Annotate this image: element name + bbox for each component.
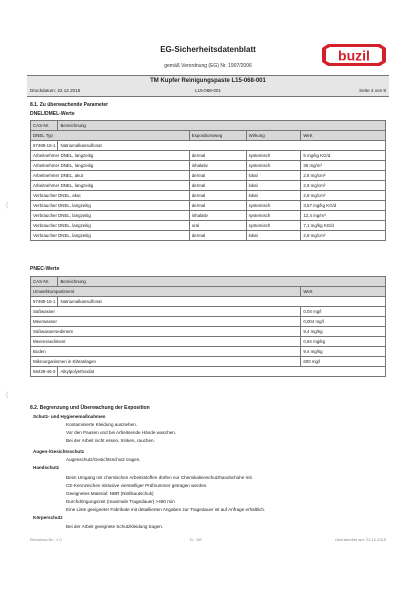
cas-number: 97489-15-1 <box>31 141 58 151</box>
table-row <box>31 141 386 151</box>
dnel-type: Arbeitnehmer DNEL, langzeitig <box>31 181 190 191</box>
exposure-route: inhalativ <box>189 161 246 171</box>
effect: systemisch <box>246 201 301 211</box>
value: 2,8 mg/cm² <box>301 171 386 181</box>
dnel-type: Verbraucher DNEL, langzeitig <box>31 211 190 221</box>
table-row <box>31 221 386 231</box>
hygiene-line: Kontaminierte Kleidung ausziehen. <box>66 422 137 427</box>
table-row <box>31 337 386 347</box>
print-date: Druckdatum: 22.12.2015 <box>30 88 81 93</box>
eye-protection-title: Augen-/Gesichtsschutz <box>33 449 85 454</box>
hand-protection-line: Beim Umgang mit chemischen Arbeitsstoffen dürfen nur Chemikalienschutzhandschuhe mit <box>66 475 252 480</box>
hand-protection-title: Handschutz <box>33 465 60 470</box>
table-row <box>31 191 386 201</box>
hand-protection-line: CE-Kennzeichen inklusive vierstelliger Prüfnummer getragen werden. <box>66 483 208 488</box>
value: 600 mg/l <box>301 357 386 367</box>
value-header: Wert <box>301 131 386 141</box>
dnel-type: Verbraucher DNEL, akut <box>31 191 190 201</box>
value: 0,94 mg/kg <box>301 337 386 347</box>
compartment-header: Umweltkompartiment <box>31 287 301 297</box>
hygiene-line: Bei der Arbeit nicht essen, trinken, rauchen. <box>66 438 155 443</box>
dnel-type-header: DNEL Typ <box>31 131 190 141</box>
dnel-type: Arbeitnehmer DNEL, akut <box>31 171 190 181</box>
product-code: L15-068-001 <box>194 88 222 93</box>
effect: systemisch <box>246 161 301 171</box>
value: 5 mg/kg KG/d <box>301 151 386 161</box>
table-row <box>31 201 386 211</box>
table-row <box>31 211 386 221</box>
dnel-type: Verbraucher DNEL, langzeitig <box>31 221 190 231</box>
table-row <box>31 347 386 357</box>
brand-logo <box>318 40 390 70</box>
name-header: Bezeichnung <box>58 277 386 287</box>
dnel-type: Verbraucher DNEL, langzeitig <box>31 231 190 241</box>
exposure-route: dermal <box>189 201 246 211</box>
exposure-route-header: Expositionsweg <box>189 131 246 141</box>
eye-protection-line: Augenschutz/Gesichtsschutz tragen. <box>66 457 141 462</box>
table-row <box>31 317 386 327</box>
effect: systemisch <box>246 151 301 161</box>
substance-name: Natriumalkansulfonat <box>58 141 386 151</box>
dnel-type: Arbeitnehmer DNEL, langzeitig <box>31 151 190 161</box>
value: 0,04 mg/l <box>301 307 386 317</box>
compartment: Meeressediment <box>31 337 301 347</box>
pnec-heading: PNEC-Werte <box>30 266 60 272</box>
hand-protection-line: Eine Liste geeigneter Fabrikate mit detaillierten Angaben zur Tragedauer ist auf Anfrage erhältlich. <box>66 507 266 512</box>
value: 0,004 mg/l <box>301 317 386 327</box>
page-number: Seite 4 von 9 <box>359 88 386 93</box>
value: 2,8 mg/cm² <box>301 191 386 201</box>
body-protection-title: Körperschutz <box>33 515 63 520</box>
punch-mark: ( <box>6 202 9 209</box>
substance-name: Natriumalkansulfonat <box>58 297 386 307</box>
footer-country: D - DE <box>190 537 202 542</box>
table-row <box>31 327 386 337</box>
value: 12,4 mg/m³ <box>301 211 386 221</box>
effect: systemisch <box>246 211 301 221</box>
logo-wordmark: buzil <box>338 47 370 64</box>
document-title: EG-Sicherheitsdatenblatt <box>160 45 256 54</box>
cas-number: 97489-15-1 <box>31 297 58 307</box>
pnec-table <box>30 276 386 377</box>
dnel-heading: DNEL/DMEL-Werte <box>30 111 75 117</box>
table-row <box>31 297 386 307</box>
value: 35 mg/m³ <box>301 161 386 171</box>
value: 9,4 mg/kg <box>301 327 386 337</box>
effect: lokal <box>246 191 301 201</box>
dnel-table <box>30 120 386 241</box>
table-row <box>31 307 386 317</box>
section-8-2-heading: 8.2. Begrenzung und Überwachung der Exposition <box>30 405 150 411</box>
compartment: Boden <box>31 347 301 357</box>
cas-header: CAS-Nr. <box>31 121 58 131</box>
exposure-route: inhalativ <box>189 211 246 221</box>
hand-protection-line: Geeignetes Material: NBR (Nitrilkautschuk) <box>66 491 154 496</box>
table-row <box>31 151 386 161</box>
body-protection-line: Bei der Arbeit geeignete Schutzkleidung tragen. <box>66 524 164 529</box>
hand-protection-line: Durchdringungszeit (maximale Tragedauer) >480 min <box>66 499 175 504</box>
table-row <box>31 171 386 181</box>
footer-revision: Revisions-Nr.: 1.0 <box>30 537 62 542</box>
product-band <box>27 75 389 97</box>
value: 7,1 mg/kg KG/d <box>301 221 386 231</box>
compartment: Süßwassersediment <box>31 327 301 337</box>
value: 3,57 mg/kg KG/d <box>301 201 386 211</box>
exposure-route: dermal <box>189 231 246 241</box>
effect: lokal <box>246 181 301 191</box>
hygiene-title: Schutz- und Hygienemaßnahmen <box>33 414 106 419</box>
effect: lokal <box>246 231 301 241</box>
value: 2,8 mg/cm² <box>301 181 386 191</box>
table-row <box>31 161 386 171</box>
effect: lokal <box>246 171 301 181</box>
table-row <box>31 287 386 297</box>
exposure-route: oral <box>189 221 246 231</box>
exposure-route: dermal <box>189 191 246 201</box>
compartment: Meerwasser <box>31 317 301 327</box>
product-name: TM Kupfer Reinigungspaste L15-068-001 <box>150 78 266 84</box>
punch-mark: ( <box>6 392 9 399</box>
dnel-type: Verbraucher DNEL, langzeitig <box>31 201 190 211</box>
dnel-type: Arbeitnehmer DNEL, langzeitig <box>31 161 190 171</box>
table-row <box>31 277 386 287</box>
effect-header: Wirkung <box>246 131 301 141</box>
name-header: Bezeichnung <box>58 121 386 131</box>
table-row <box>31 357 386 367</box>
exposure-route: dermal <box>189 181 246 191</box>
regulation-subtitle: gemäß Verordnung (EG) Nr. 1907/2006 <box>164 63 252 69</box>
footer-revised-date: Überarbeitet am: 22.12.2015 <box>335 537 386 542</box>
compartment: Mikroorganismen in Kläranlagen <box>31 357 301 367</box>
table-row <box>31 181 386 191</box>
value: 9,4 mg/kg <box>301 347 386 357</box>
value-header: Wert <box>301 287 386 297</box>
cas-number: 68439-46-3 <box>31 367 58 377</box>
compartment: Süßwasser <box>31 307 301 317</box>
cas-header: CAS-Nr. <box>31 277 58 287</box>
exposure-route: dermal <box>189 151 246 161</box>
table-row <box>31 121 386 131</box>
section-8-1-heading: 8.1. Zu überwachende Parameter <box>30 102 109 108</box>
value: 2,8 mg/cm² <box>301 231 386 241</box>
effect: systemisch <box>246 221 301 231</box>
hygiene-line: Vor den Pausen und bei Arbeitsende Hände waschen. <box>66 430 177 435</box>
table-row <box>31 367 386 377</box>
table-row <box>31 231 386 241</box>
substance-name: Alkylpolyethoxilat <box>58 367 386 377</box>
table-row <box>31 131 386 141</box>
exposure-route: dermal <box>189 171 246 181</box>
